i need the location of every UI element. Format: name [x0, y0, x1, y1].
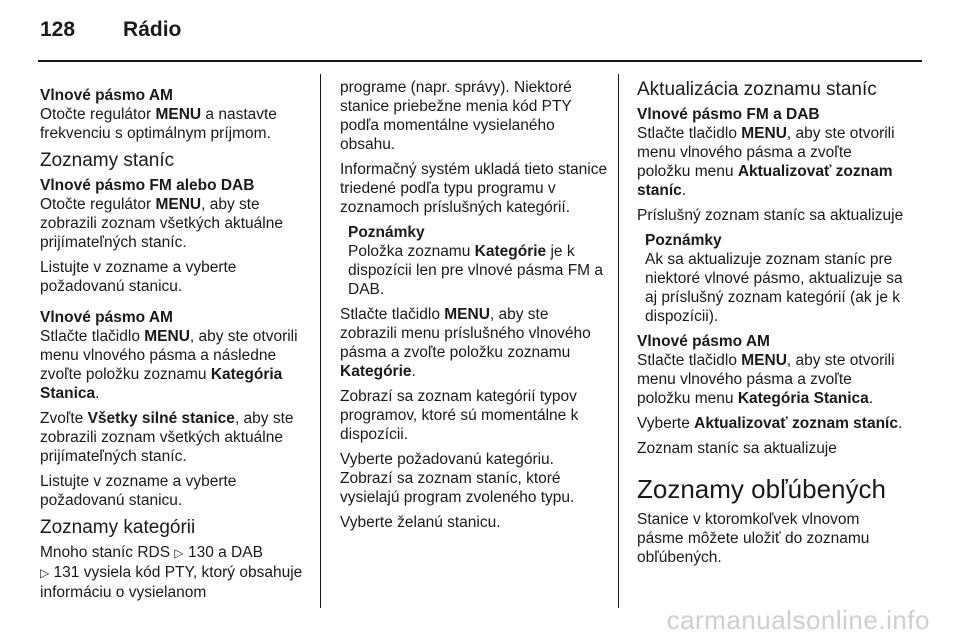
section-title: Rádio [123, 18, 182, 41]
paragraph: Zobrazí sa zoznam kategórií typov programov, ktoré sú momentálne k dispozícii. [340, 388, 579, 443]
paragraph: Zvoľte Všetky silné stanice, aby ste zobrazili zoznam všetkých aktuálne prijímateľných staníc. [40, 410, 294, 465]
page-ref-arrow-icon: ▷ [40, 566, 50, 580]
heading-category-lists: Zoznamy kategórii [40, 517, 196, 538]
watermark: carmanualsonline.info [666, 605, 930, 635]
note-title: Poznámky [645, 232, 722, 249]
heading-favorites: Zoznamy obľúbených [637, 474, 886, 504]
page-ref-arrow-icon: ▷ [174, 546, 184, 560]
paragraph: Zoznam staníc sa aktualizuje [637, 440, 837, 457]
paragraph: Mnoho staníc RDS ▷ 130 a DAB ▷ 131 vysiela kód PTY, ktorý obsahuje informáciu o vysielanom [40, 544, 303, 601]
heading-update-list: Aktualizácia zoznamu staníc [637, 79, 877, 100]
page-number: 128 [40, 18, 76, 41]
paragraph: Stlačte tlačidlo MENU, aby ste otvorili menu vlnového pásma a zvoľte položku menu Aktualizovať zoznam staníc. [637, 125, 895, 199]
paragraph: Stlačte tlačidlo MENU, aby ste otvorili menu vlnového pásma a následne zvoľte položku zoznamu Kategória Stanica. [40, 328, 298, 402]
paragraph: Stlačte tlačidlo MENU, aby ste otvorili menu vlnového pásma a zvoľte položku menu Kategória Stanica. [637, 352, 895, 407]
paragraph: Listujte v zozname a vyberte požadovanú stanicu. [40, 259, 237, 295]
paragraph: Otočte regulátor MENU, aby ste zobrazili zoznam všetkých aktuálne prijímateľných staníc. [40, 196, 283, 251]
subheading-fm-dab: Vlnové pásmo FM alebo DAB [40, 177, 255, 194]
column-divider-1 [320, 74, 321, 608]
subheading-am: Vlnové pásmo AM [637, 333, 770, 350]
paragraph: Otočte regulátor MENU a nastavte frekvenciu s optimálnym príjmom. [40, 106, 277, 142]
note-box: Poznámky Ak sa aktualizuje zoznam staníc pre niektoré vlnové pásmo, aktualizuje sa aj príslušný zoznam kategórií (ak je k dispozícii). [637, 231, 905, 326]
column-1 [40, 80, 308, 608]
paragraph: Vyberte Aktualizovať zoznam staníc. [637, 415, 903, 432]
paragraph: programe (napr. správy). Niektoré stanice priebežne menia kód PTY podľa momentálne vysielaného obsahu. [340, 79, 572, 153]
paragraph: Informačný systém ukladá tieto stanice triedené podľa typu programu v zoznamoch príslušných kategórií. [340, 161, 608, 216]
paragraph: Príslušný zoznam staníc sa aktualizuje [637, 207, 904, 224]
paragraph: Stlačte tlačidlo MENU, aby ste zobrazili menu príslušného vlnového pásma a zvoľte položku zoznamu Kategórie. [340, 306, 591, 380]
heading-station-lists: Zoznamy staníc [40, 150, 175, 171]
paragraph: Vyberte požadovanú kategóriu. Zobrazí sa zoznam staníc, ktoré vysielajú program zvoleného typu. [340, 451, 575, 506]
subheading-am-2: Vlnové pásmo AM [40, 309, 173, 326]
page-header [40, 18, 181, 42]
paragraph: Listujte v zozname a vyberte požadovanú stanicu. [40, 473, 237, 509]
paragraph: Stanice v ktoromkoľvek vlnovom pásme môžete uložiť do zoznamu obľúbených. [637, 511, 870, 566]
subheading-fm-dab: Vlnové pásmo FM a DAB [637, 106, 820, 123]
note-box: Poznámky Položka zoznamu Kategórie je k dispozícii len pre vlnové pásma FM a DAB. [340, 223, 608, 299]
subheading-am: Vlnové pásmo AM [40, 87, 173, 104]
column-divider-2 [618, 74, 619, 608]
column-2 [340, 78, 608, 538]
header-rule [38, 60, 922, 62]
note-title: Poznámky [348, 224, 425, 241]
paragraph: Vyberte želanú stanicu. [340, 514, 501, 531]
column-3 [637, 80, 905, 573]
